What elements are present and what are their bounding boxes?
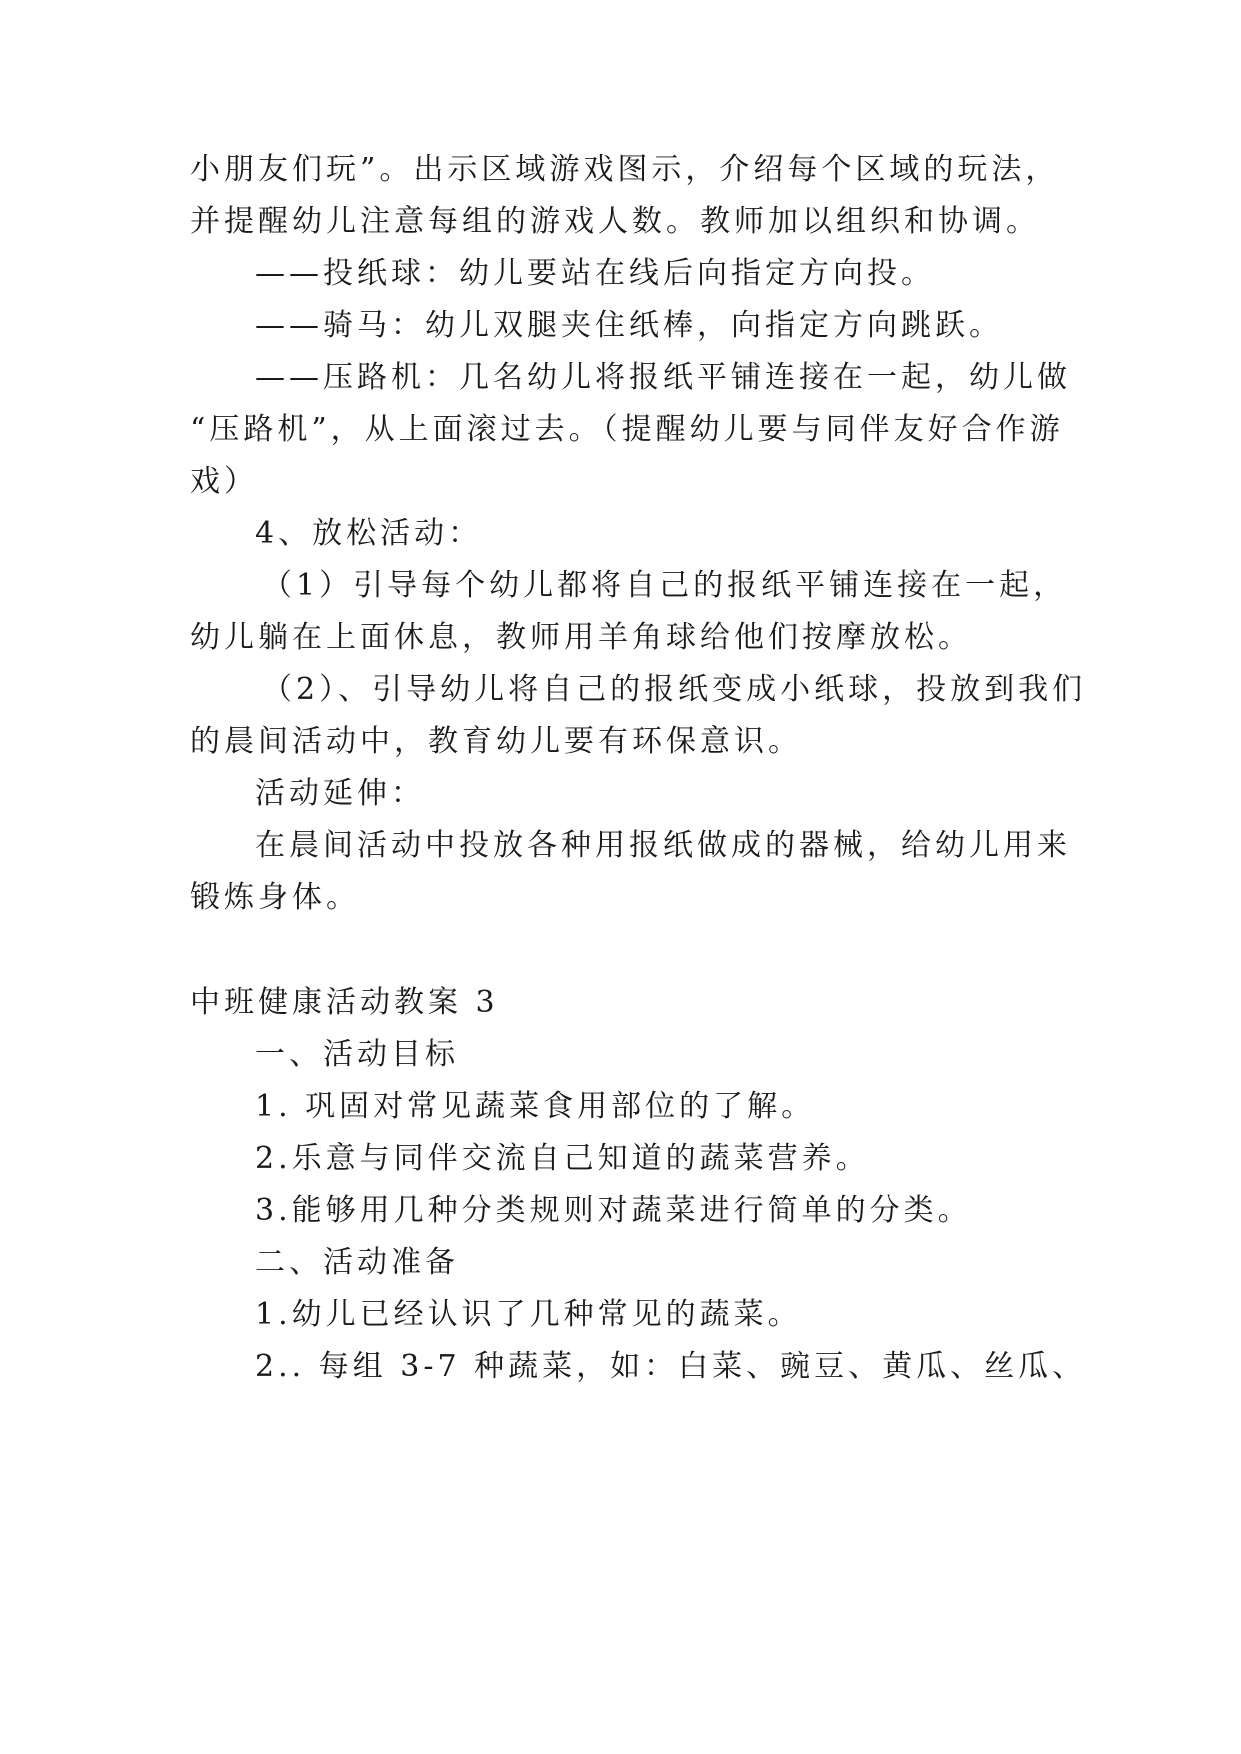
paragraph-line: “压路机”，从上面滚过去。（提醒幼儿要与同伴友好合作游 xyxy=(190,412,1064,447)
paragraph-line: 活动延伸： xyxy=(255,776,425,811)
paragraph-line: 幼儿躺在上面休息，教师用羊角球给他们按摩放松。 xyxy=(190,620,972,655)
list-item: 3.能够用几种分类规则对蔬菜进行简单的分类。 xyxy=(255,1193,972,1228)
list-item: 1. 巩固对常见蔬菜食用部位的了解。 xyxy=(255,1089,816,1124)
list-item: 2.乐意与同伴交流自己知道的蔬菜营养。 xyxy=(255,1141,870,1176)
paragraph-line: ——投纸球：幼儿要站在线后向指定方向投。 xyxy=(255,256,935,291)
paragraph-line: 4、放松活动： xyxy=(255,516,483,551)
section-heading: 二、活动准备 xyxy=(255,1245,459,1280)
paragraph-line: 并提醒幼儿注意每组的游戏人数。教师加以组织和协调。 xyxy=(190,204,1040,239)
section-title: 中班健康活动教案 3 xyxy=(190,985,499,1020)
paragraph-line: （2）、引导幼儿将自己的报纸变成小纸球，投放到我们 xyxy=(262,672,1087,707)
paragraph-line: 的晨间活动中，教育幼儿要有环保意识。 xyxy=(190,724,802,759)
paragraph-line: ——压路机：几名幼儿将报纸平铺连接在一起，幼儿做 xyxy=(255,360,1071,395)
list-item: 1.幼儿已经认识了几种常见的蔬菜。 xyxy=(255,1297,802,1332)
paragraph-line: 戏） xyxy=(190,464,258,499)
paragraph-line: 小朋友们玩”。出示区域游戏图示，介绍每个区域的玩法， xyxy=(190,152,1060,187)
list-item: 2.. 每组 3-7 种蔬菜，如：白菜、豌豆、黄瓜、丝瓜、 xyxy=(255,1349,1087,1384)
paragraph-line: （1）引导每个幼儿都将自己的报纸平铺连接在一起， xyxy=(262,568,1068,603)
paragraph-line: 锻炼身体。 xyxy=(190,880,360,915)
paragraph-line: ——骑马：幼儿双腿夹住纸棒，向指定方向跳跃。 xyxy=(255,308,1003,343)
paragraph-line: 在晨间活动中投放各种用报纸做成的器械，给幼儿用来 xyxy=(255,828,1071,863)
section-heading: 一、活动目标 xyxy=(255,1037,459,1072)
